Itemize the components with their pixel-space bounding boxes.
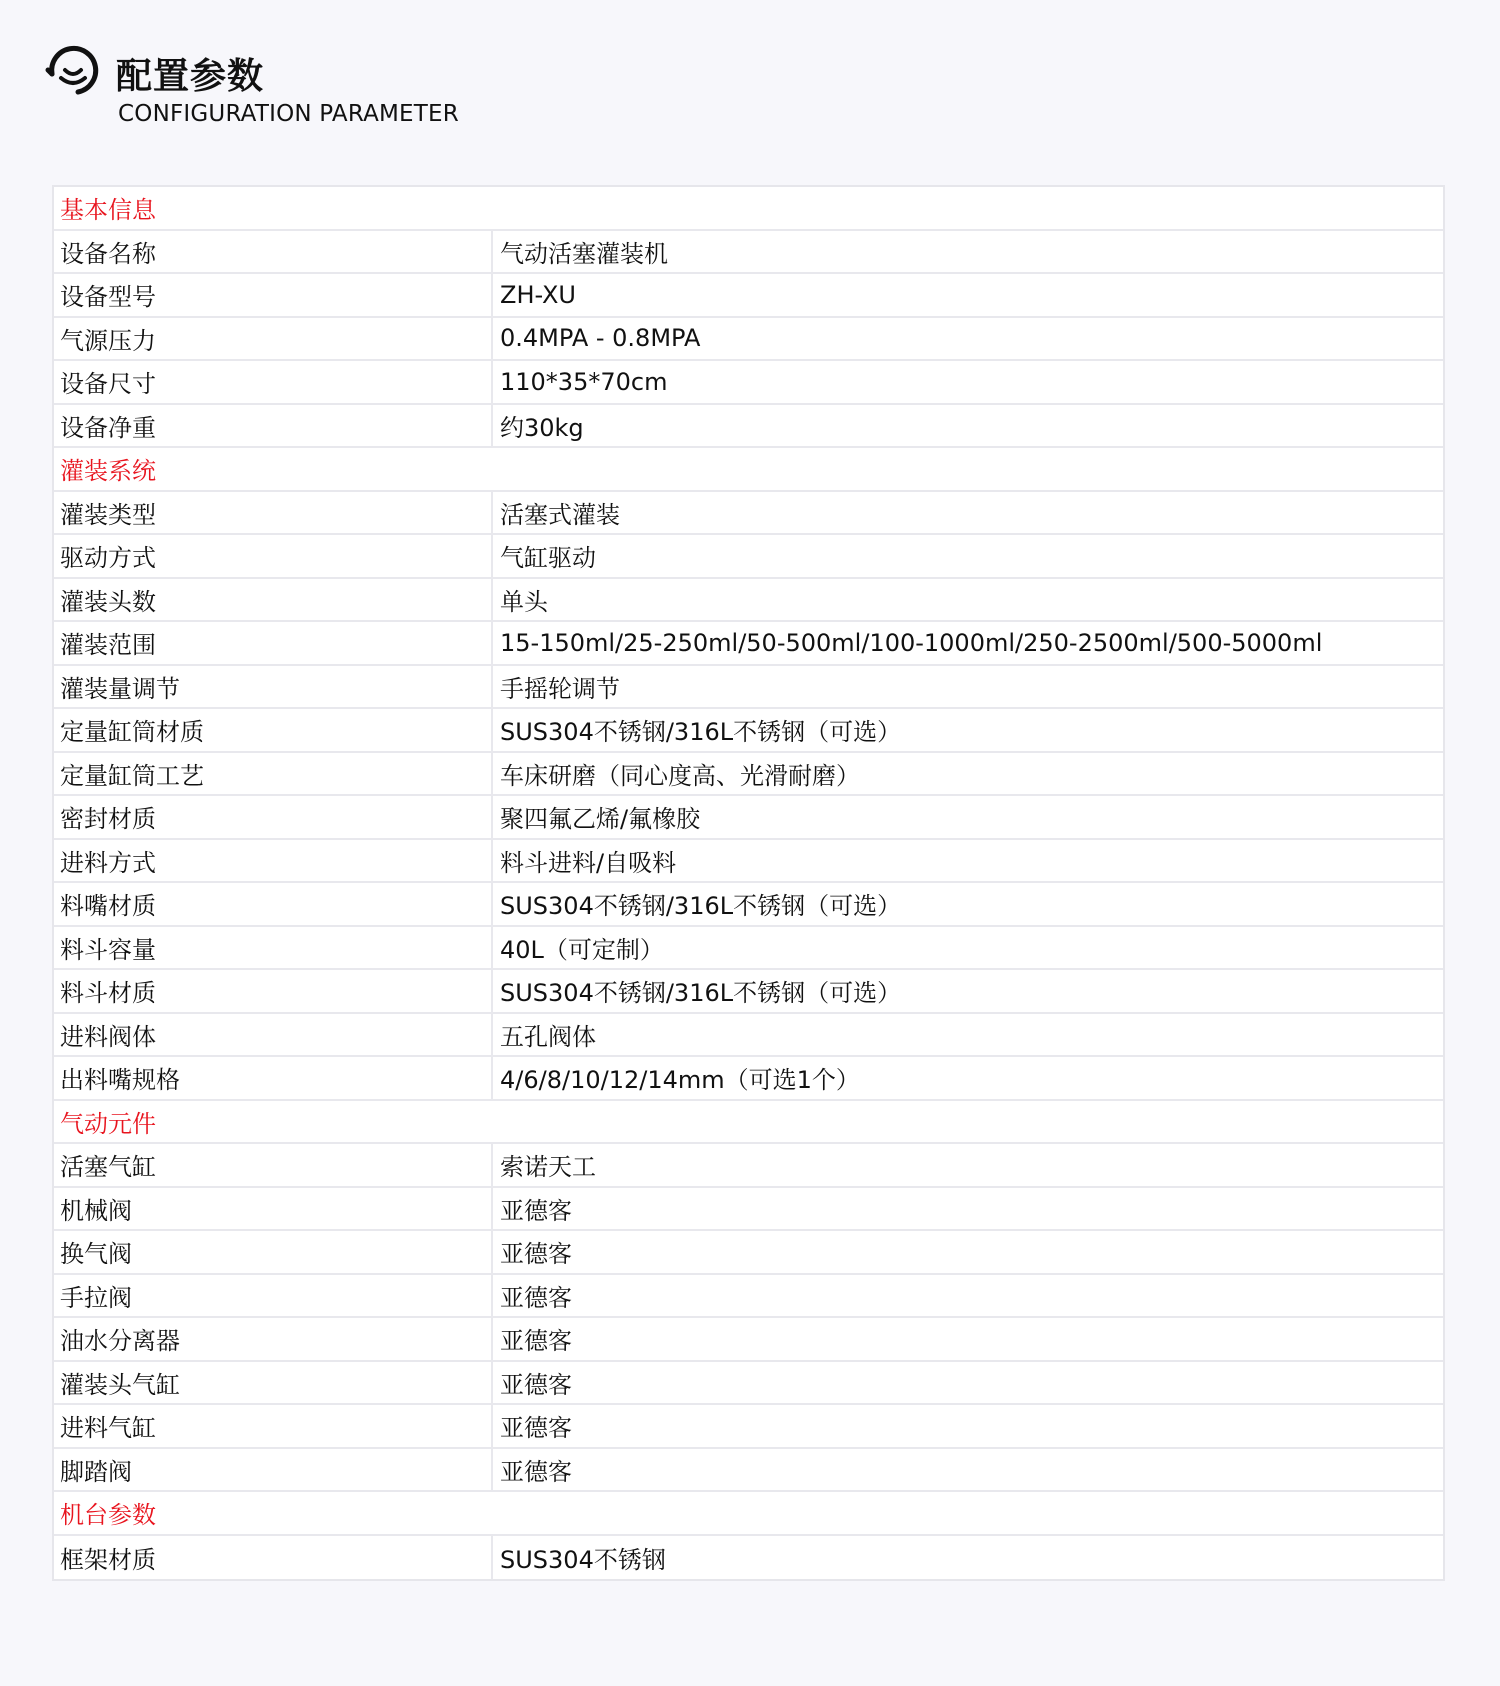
spec-label: 进料阀体: [54, 1014, 493, 1056]
spec-value: 110*35*70cm: [500, 367, 668, 396]
spec-label: 灌装量调节: [54, 666, 493, 708]
spec-value: 亚德客: [500, 1196, 572, 1225]
spec-label: 换气阀: [54, 1231, 493, 1273]
spec-value: 亚德客: [500, 1370, 572, 1399]
spec-value: 亚德客: [500, 1327, 572, 1356]
spec-value: 索诺天工: [500, 1153, 596, 1182]
table-row: [54, 1144, 1443, 1188]
spec-table: [52, 185, 1445, 1581]
spec-label: 定量缸筒材质: [54, 709, 493, 751]
page-subtitle: CONFIGURATION PARAMETER: [118, 101, 459, 127]
spec-label: 定量缸筒工艺: [54, 753, 493, 795]
spec-label: 密封材质: [54, 796, 493, 838]
spec-label: 活塞气缸: [54, 1144, 493, 1186]
table-row: [54, 709, 1443, 753]
table-row: [54, 1536, 1443, 1580]
table-row: [54, 622, 1443, 666]
spec-label: 驱动方式: [54, 535, 493, 577]
section-header-row: [54, 1101, 1443, 1145]
table-row: [54, 1188, 1443, 1232]
spec-label: 进料气缸: [54, 1405, 493, 1447]
spec-value: 气缸驱动: [500, 544, 596, 573]
spec-label: 料斗容量: [54, 927, 493, 969]
spec-value: 40L（可定制）: [500, 935, 664, 964]
table-row: [54, 405, 1443, 449]
spec-value: 活塞式灌装: [500, 500, 620, 529]
table-row: [54, 361, 1443, 405]
table-row: [54, 274, 1443, 318]
table-row: [54, 1275, 1443, 1319]
table-row: [54, 231, 1443, 275]
spec-value: 聚四氟乙烯/氟橡胶: [500, 805, 701, 834]
table-row: [54, 883, 1443, 927]
spec-value: 气动活塞灌装机: [500, 239, 668, 268]
spec-label: 油水分离器: [54, 1318, 493, 1360]
spec-label: 气源压力: [54, 318, 493, 360]
section-title: 灌装系统: [60, 457, 156, 486]
spec-value: SUS304不锈钢: [500, 1545, 666, 1574]
spec-value: 15-150ml/25-250ml/50-500ml/100-1000ml/250-2500ml/500-5000ml: [500, 628, 1323, 657]
table-row: [54, 927, 1443, 971]
table-row: [54, 666, 1443, 710]
spec-value: SUS304不锈钢/316L不锈钢（可选）: [500, 892, 902, 921]
table-row: [54, 1318, 1443, 1362]
spec-label: 手拉阀: [54, 1275, 493, 1317]
table-row: [54, 840, 1443, 884]
table-row: [54, 796, 1443, 840]
spec-value: 亚德客: [500, 1240, 572, 1269]
spec-label: 设备名称: [54, 231, 493, 273]
spec-value: 料斗进料/自吸料: [500, 848, 677, 877]
spec-label: 料斗材质: [54, 970, 493, 1012]
spec-value: ZH-XU: [500, 280, 576, 309]
spec-value: 0.4MPA - 0.8MPA: [500, 324, 701, 353]
spec-value: 亚德客: [500, 1457, 572, 1486]
spec-value: 单头: [500, 587, 548, 616]
table-row: [54, 1362, 1443, 1406]
table-row: [54, 970, 1443, 1014]
spec-value: 手摇轮调节: [500, 674, 620, 703]
section-title: 气动元件: [60, 1109, 156, 1138]
spec-label: 设备尺寸: [54, 361, 493, 403]
spec-value: 约30kg: [500, 413, 584, 442]
spec-label: 机械阀: [54, 1188, 493, 1230]
table-row: [54, 318, 1443, 362]
spec-label: 灌装头数: [54, 579, 493, 621]
spec-value: 五孔阀体: [500, 1022, 596, 1051]
table-row: [54, 492, 1443, 536]
section-header-row: [54, 1492, 1443, 1536]
spec-label: 进料方式: [54, 840, 493, 882]
spec-label: 设备净重: [54, 405, 493, 447]
spec-label: 灌装范围: [54, 622, 493, 664]
section-title: 基本信息: [60, 196, 156, 225]
table-row: [54, 1405, 1443, 1449]
page-header: [44, 40, 564, 130]
spec-label: 灌装头气缸: [54, 1362, 493, 1404]
spec-value: 亚德客: [500, 1283, 572, 1312]
spec-label: 设备型号: [54, 274, 493, 316]
spec-value: 车床研磨（同心度高、光滑耐磨）: [500, 761, 860, 790]
spec-label: 灌装类型: [54, 492, 493, 534]
table-row: [54, 579, 1443, 623]
spec-value: 4/6/8/10/12/14mm（可选1个）: [500, 1066, 860, 1095]
spec-value: SUS304不锈钢/316L不锈钢（可选）: [500, 979, 902, 1008]
smile-icon: [44, 40, 102, 98]
page-title: 配置参数: [116, 56, 265, 97]
table-row: [54, 753, 1443, 797]
spec-value: 亚德客: [500, 1414, 572, 1443]
table-row: [54, 1231, 1443, 1275]
table-row: [54, 1449, 1443, 1493]
table-row: [54, 535, 1443, 579]
table-row: [54, 1014, 1443, 1058]
section-header-row: [54, 448, 1443, 492]
table-row: [54, 1057, 1443, 1101]
section-title: 机台参数: [60, 1501, 156, 1530]
section-header-row: [54, 187, 1443, 231]
spec-label: 料嘴材质: [54, 883, 493, 925]
spec-label: 框架材质: [54, 1536, 493, 1580]
spec-value: SUS304不锈钢/316L不锈钢（可选）: [500, 718, 902, 747]
spec-label: 脚踏阀: [54, 1449, 493, 1491]
spec-label: 出料嘴规格: [54, 1057, 493, 1099]
